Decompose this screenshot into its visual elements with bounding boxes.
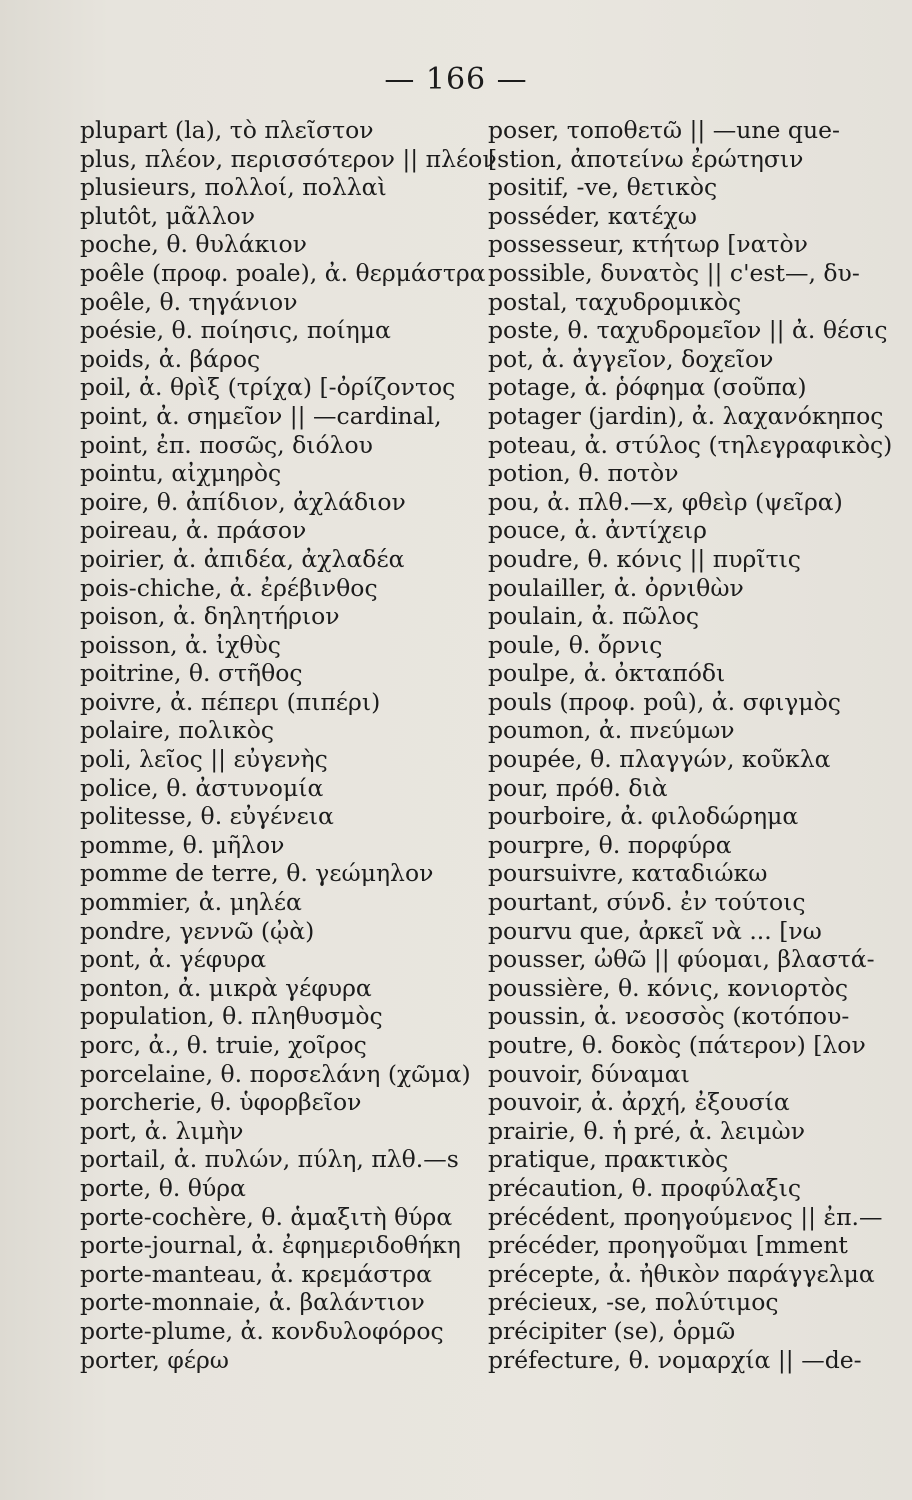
- dictionary-entry: plus, πλέον, περισσότερον || πλέον: [80, 144, 497, 173]
- dictionary-entry: pourboire, ἀ. φιλοδώρημα: [488, 802, 799, 831]
- dictionary-entry: poste, θ. ταχυδρομεῖον || ἀ. θέσις: [488, 316, 888, 345]
- dictionary-entry: poulpe, ἀ. ὀκταπόδι: [488, 659, 726, 688]
- dictionary-entry: police, θ. ἀστυνομία: [80, 773, 324, 802]
- dictionary-entry: pointu, αἰχμηρὸς: [80, 459, 282, 488]
- dictionary-entry: poupée, θ. πλαγγών, κοῦκλα: [488, 745, 831, 774]
- dictionary-entry: population, θ. πληθυσμὸς: [80, 1002, 383, 1031]
- dictionary-entry: point, ἀ. σημεῖον || —cardinal,: [80, 401, 442, 430]
- dictionary-entry: prairie, θ. ἡ pré, ἀ. λειμὼν: [488, 1116, 805, 1145]
- dictionary-entry: poser, τοποθετῶ || —une que-: [488, 116, 840, 144]
- dictionary-entry: poirier, ἀ. ἀπιδέα, ἀχλαδέα: [80, 544, 405, 573]
- dictionary-entry: précédent, προηγούμενος || ἐπ.—: [488, 1202, 883, 1231]
- dictionary-entry: pour, πρόθ. διὰ: [488, 773, 668, 802]
- dictionary-entry: pondre, γεννῶ (ᾠὰ): [80, 916, 315, 945]
- dictionary-entry: pomme de terre, θ. γεώμηλον: [80, 859, 434, 888]
- dictionary-entry: poids, ἀ. βάρος: [80, 344, 261, 373]
- dictionary-entry: poivre, ἀ. πέπερι (πιπέρι): [80, 687, 381, 716]
- dictionary-entry: porter, φέρω: [80, 1345, 229, 1374]
- dictionary-entry: ponton, ἀ. μικρὰ γέφυρα: [80, 973, 372, 1002]
- dictionary-entry: possesseur, κτήτωρ [νατὸν: [488, 230, 808, 259]
- dictionary-entry: poire, θ. ἀπίδιον, ἀχλάδιον: [80, 487, 406, 516]
- dictionary-entry: pouvoir, δύναμαι: [488, 1059, 690, 1088]
- dictionary-entry: positif, -ve, θετικὸς: [488, 173, 718, 202]
- dictionary-entry: port, ἀ. λιμὴν: [80, 1116, 244, 1145]
- dictionary-entry: porc, ἀ., θ. truie, χοῖρος: [80, 1031, 367, 1059]
- dictionary-entry: porte, θ. θύρα: [80, 1173, 246, 1202]
- dictionary-entry: portail, ἀ. πυλών, πύλη, πλθ.—s: [80, 1145, 459, 1174]
- dictionary-entry: poitrine, θ. στῆθος: [80, 659, 303, 688]
- left-column: [80, 116, 500, 1374]
- dictionary-entry: porcherie, θ. ὑφορβεῖον: [80, 1088, 362, 1117]
- dictionary-entry: pommier, ἀ. μηλέα: [80, 888, 302, 917]
- dictionary-entry: pou, ἀ. πλθ.—x, φθεὶρ (ψεῖρα): [488, 487, 843, 516]
- dictionary-entry: poumon, ἀ. πνεύμων: [488, 716, 735, 745]
- dictionary-entry: pont, ἀ. γέφυρα: [80, 945, 267, 974]
- dictionary-entry: pouvoir, ἀ. ἀρχή, ἐξουσία: [488, 1088, 790, 1117]
- dictionary-entry: préfecture, θ. νομαρχία || —de-: [488, 1345, 862, 1374]
- dictionary-entry: poisson, ἀ. ἰχθὺς: [80, 630, 281, 659]
- dictionary-entry: pouce, ἀ. ἀντίχειρ: [488, 516, 707, 545]
- dictionary-entry: porte-cochère, θ. ἁμαξιτὴ θύρα: [80, 1202, 453, 1231]
- dictionary-entry: poudre, θ. κόνις || πυρῖτις: [488, 544, 801, 573]
- dictionary-entry: poli, λεῖος || εὐγενὴς: [80, 745, 328, 774]
- dictionary-entry: poulailler, ἀ. ὀρνιθὼν: [488, 573, 744, 602]
- dictionary-entry: potion, θ. ποτὸν: [488, 459, 679, 488]
- dictionary-entry: poule, θ. ὄρνις: [488, 630, 663, 659]
- dictionary-entry: point, ἐπ. ποσῶς, διόλου: [80, 430, 373, 459]
- dictionary-entry: pratique, πρακτικὸς: [488, 1145, 729, 1174]
- dictionary-entry: poteau, ἀ. στύλος (τηλεγραφικὸς): [488, 430, 893, 459]
- page-number: — 166 —: [384, 62, 528, 97]
- dictionary-entry: poil, ἀ. θρὶξ (τρίχα) [-ὀρίζοντος: [80, 373, 456, 402]
- dictionary-entry: poêle (προφ. poale), ἀ. θερμάστρα: [80, 258, 486, 287]
- dictionary-entry: pois-chiche, ἀ. ἐρέβινθος: [80, 573, 378, 602]
- dictionary-entry: poulain, ἀ. πῶλος: [488, 602, 700, 631]
- dictionary-entry: porte-plume, ἀ. κονδυλοφόρος: [80, 1316, 444, 1345]
- dictionary-entry: [stion, ἀποτείνω ἐρώτησιν: [488, 144, 804, 173]
- dictionary-entry: porcelaine, θ. πορσελάνη (χῶμα): [80, 1059, 471, 1088]
- dictionary-entry: pot, ἀ. ἀγγεῖον, δοχεῖον: [488, 344, 774, 373]
- dictionary-entry: poêle, θ. τηγάνιον: [80, 287, 298, 316]
- dictionary-entry: pourpre, θ. πορφύρα: [488, 830, 732, 859]
- dictionary-entry: plusieurs, πολλοί, πολλαὶ: [80, 173, 387, 202]
- dictionary-entry: possible, δυνατὸς || c'est—, δυ-: [488, 258, 860, 287]
- dictionary-entry: poireau, ἀ. πράσον: [80, 516, 307, 545]
- dictionary-entry: posséder, κατέχω: [488, 201, 697, 230]
- dictionary-entry: poésie, θ. ποίησις, ποίημα: [80, 316, 391, 345]
- dictionary-entry: polaire, πολικὸς: [80, 716, 275, 745]
- dictionary-entry: porte-monnaie, ἀ. βαλάντιον: [80, 1288, 425, 1317]
- dictionary-entry: pourtant, σύνδ. ἐν τούτοις: [488, 888, 806, 917]
- dictionary-entry: pouls (προφ. poû), ἀ. σφιγμὸς: [488, 687, 841, 716]
- dictionary-entry: précieux, -se, πολύτιμος: [488, 1288, 779, 1317]
- dictionary-entry: pousser, ὠθῶ || φύομαι, βλαστά-: [488, 945, 875, 974]
- dictionary-entry: porte-journal, ἀ. ἐφημεριδοθήκη: [80, 1231, 461, 1260]
- dictionary-entry: précipiter (se), ὁρμῶ: [488, 1316, 736, 1345]
- dictionary-entry: poursuivre, καταδιώκω: [488, 859, 768, 888]
- dictionary-entry: poutre, θ. δοκὸς (πάτερον) [λον: [488, 1031, 866, 1059]
- dictionary-entry: plupart (la), τὸ πλεῖστον: [80, 116, 374, 144]
- dictionary-entry: plutôt, μᾶλλον: [80, 201, 256, 230]
- dictionary-entry: potage, ἀ. ῥόφημα (σοῦπα): [488, 373, 807, 402]
- dictionary-entry: postal, ταχυδρομικὸς: [488, 287, 742, 316]
- dictionary-entry: potager (jardin), ἀ. λαχανόκηπος: [488, 401, 884, 430]
- right-column: [488, 116, 908, 1374]
- dictionary-entry: précaution, θ. προφύλαξις: [488, 1173, 801, 1202]
- dictionary-entry: poche, θ. θυλάκιον: [80, 230, 307, 259]
- dictionary-entry: poussin, ἀ. νεοσσὸς (κοτόπου-: [488, 1002, 850, 1031]
- dictionary-entry: porte-manteau, ἀ. κρεμάστρα: [80, 1259, 432, 1288]
- dictionary-entry: poison, ἀ. δηλητήριον: [80, 602, 340, 631]
- dictionary-entry: poussière, θ. κόνις, κονιορτὸς: [488, 973, 849, 1002]
- dictionary-entry: précepte, ἀ. ἠθικὸν παράγγελμα: [488, 1259, 875, 1288]
- dictionary-entry: pomme, θ. μῆλον: [80, 830, 285, 859]
- dictionary-entry: pourvu que, ἀρκεῖ νὰ ... [νω: [488, 916, 822, 945]
- dictionary-entry: politesse, θ. εὐγένεια: [80, 802, 334, 831]
- dictionary-entry: précéder, προηγοῦμαι [mment: [488, 1231, 848, 1260]
